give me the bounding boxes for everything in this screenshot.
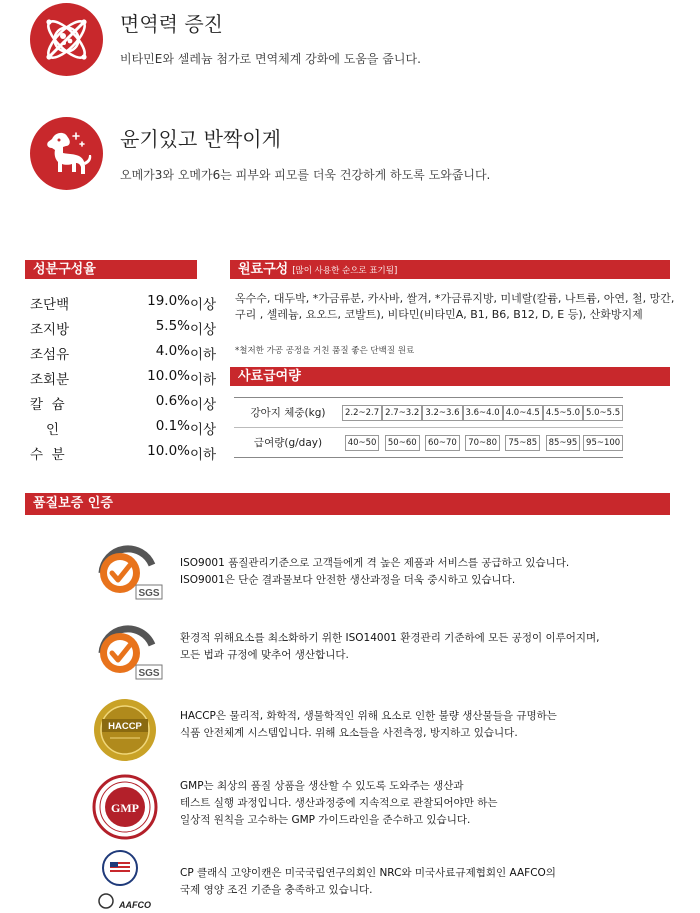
ingredients-header bbox=[230, 260, 670, 279]
cert-haccp bbox=[90, 693, 680, 773]
sgs-logo-text: SGS bbox=[138, 668, 160, 679]
nutrient-unit: 이하 bbox=[190, 447, 217, 463]
cert-description bbox=[180, 778, 498, 829]
weight-value: 3.2~3.6 bbox=[422, 405, 462, 421]
nrc-aafco-logo-icon bbox=[90, 848, 165, 913]
amount-value: 40~50 bbox=[345, 435, 380, 451]
cert-line: CP 클래식 고양이캔은 미국국립연구의회인 NRC와 미국사료규제협회인 AAFCO의 bbox=[180, 867, 556, 879]
amount-cell bbox=[503, 428, 543, 458]
nutrient-unit: 이상 bbox=[190, 297, 217, 313]
weight-value: 3.6~4.0 bbox=[463, 405, 503, 421]
dog-icon bbox=[30, 117, 103, 190]
feeding-table bbox=[234, 397, 623, 458]
iso14001-sgs-logo-icon bbox=[90, 615, 165, 690]
nutrient-unit: 이하 bbox=[190, 372, 217, 388]
virus-shield-icon bbox=[30, 3, 103, 76]
weight-cell bbox=[382, 398, 422, 428]
cert-iso14001 bbox=[90, 615, 680, 695]
amount-cell bbox=[583, 428, 623, 458]
nutrition-header bbox=[25, 260, 197, 279]
ingredients-header-sub: [많이 사용한 순으로 표기됨] bbox=[292, 266, 398, 276]
nutrition-row bbox=[30, 290, 217, 315]
feature-description: 비타민E와 셀레늄 첨가로 면역체계 강화에 도움을 줍니다. bbox=[120, 52, 421, 66]
sgs-logo-text: SGS bbox=[138, 588, 160, 599]
nutrient-value: 19.0% bbox=[147, 293, 190, 309]
amount-label: 급여량(g/day) bbox=[234, 428, 342, 458]
nutrition-row bbox=[30, 340, 217, 365]
amount-value: 50~60 bbox=[385, 435, 420, 451]
cert-line: 식품 안전체계 시스템입니다. 위해 요소들을 사전측정, 방지하고 있습니다. bbox=[180, 727, 518, 739]
gmp-seal-icon bbox=[90, 770, 165, 845]
nutrient-name: 인 bbox=[45, 422, 60, 438]
amount-value: 95~100 bbox=[583, 435, 623, 451]
weight-cell bbox=[463, 398, 503, 428]
cert-description bbox=[180, 555, 569, 589]
nutrient-value: 0.1% bbox=[155, 418, 190, 434]
weight-cell bbox=[543, 398, 583, 428]
nutrient-value: 4.0% bbox=[155, 343, 190, 359]
weight-value: 2.7~3.2 bbox=[382, 405, 422, 421]
cert-line: 일상적 원칙을 고수하는 GMP 가이드라인을 준수하고 있습니다. bbox=[180, 814, 471, 826]
weight-value: 2.2~2.7 bbox=[342, 405, 382, 421]
weight-cell bbox=[503, 398, 543, 428]
ingredients-list bbox=[235, 291, 675, 323]
amount-cell bbox=[422, 428, 462, 458]
ingredients-header-label: 원료구성 bbox=[238, 262, 289, 277]
ingredients-line: 옥수수, 대두박, *가금류분, 카사바, 쌀겨, *가금류지방, 미네랄(칼륨, 나트륨, 아연, 철, 망간, bbox=[235, 292, 675, 305]
cert-description bbox=[180, 630, 600, 664]
ingredients-note: *철저한 가공 공정을 거친 품질 좋은 단백질 원료 bbox=[235, 346, 415, 356]
amount-cell bbox=[463, 428, 503, 458]
nutrient-unit: 이하 bbox=[190, 347, 217, 363]
weight-value: 5.0~5.5 bbox=[583, 405, 623, 421]
cert-nrc-aafco bbox=[90, 848, 680, 913]
cert-gmp bbox=[90, 770, 680, 850]
cert-line: ISO9001 품질관리기준으로 고객들에게 격 높은 제품과 서비스를 공급하고 있습니다. bbox=[180, 557, 570, 569]
feeding-amount-row bbox=[234, 428, 623, 458]
cert-line: GMP는 최상의 품질 상품을 생산할 수 있도록 도와주는 생산과 bbox=[180, 780, 464, 792]
nutrient-name: 칼 슘 bbox=[30, 397, 65, 413]
cert-line: 테스트 실행 과정입니다. 생산과정중에 지속적으로 관찰되어야만 하는 bbox=[180, 797, 498, 809]
nutrition-row bbox=[30, 440, 217, 465]
feeding-weight-row bbox=[234, 398, 623, 428]
amount-value: 70~80 bbox=[465, 435, 500, 451]
amount-cell bbox=[382, 428, 422, 458]
nutrient-value: 5.5% bbox=[155, 318, 190, 334]
amount-value: 60~70 bbox=[425, 435, 460, 451]
weight-cell bbox=[342, 398, 382, 428]
nutrient-name: 수 분 bbox=[30, 447, 65, 463]
weight-value: 4.0~4.5 bbox=[503, 405, 543, 421]
nutrient-value: 10.0% bbox=[147, 368, 190, 384]
amount-value: 85~95 bbox=[546, 435, 581, 451]
quality-header bbox=[25, 493, 670, 515]
ingredients-line: 구리 , 셀레늄, 요오드, 코발트), 비타민(비타민A, B1, B6, B12, D, E 등), 산화방지제 bbox=[235, 308, 643, 321]
nutrient-value: 10.0% bbox=[147, 443, 190, 459]
feature-description: 오메가3와 오메가6는 피부와 피모를 더욱 건강하게 하도록 도와줍니다. bbox=[120, 168, 491, 182]
weight-label: 강아지 체중(kg) bbox=[250, 407, 326, 419]
amount-cell bbox=[543, 428, 583, 458]
weight-cell bbox=[583, 398, 623, 428]
feeding-header bbox=[230, 367, 670, 386]
nutrient-name: 조섬유 bbox=[30, 347, 70, 363]
nutrition-table bbox=[30, 290, 217, 465]
nutrition-row bbox=[30, 390, 217, 415]
nutrient-value: 0.6% bbox=[155, 393, 190, 409]
iso9001-sgs-logo-icon bbox=[90, 535, 165, 610]
amount-value: 75~85 bbox=[505, 435, 540, 451]
gmp-logo-text: GMP bbox=[111, 801, 139, 815]
feature-title: 면역력 증진 bbox=[120, 12, 223, 36]
haccp-logo-text: HACCP bbox=[108, 721, 142, 732]
nutrition-row bbox=[30, 365, 217, 390]
amount-cell bbox=[342, 428, 382, 458]
feature-title: 윤기있고 반짝이게 bbox=[120, 127, 281, 151]
weight-value: 4.5~5.0 bbox=[543, 405, 583, 421]
cert-line: 모든 법과 규정에 맞추어 생산합니다. bbox=[180, 649, 349, 661]
aafco-logo-text: AAFCO bbox=[119, 900, 151, 910]
nutrient-unit: 이상 bbox=[190, 322, 217, 338]
weight-cell bbox=[422, 398, 462, 428]
nutrient-unit: 이상 bbox=[190, 422, 217, 438]
cert-description bbox=[180, 708, 557, 742]
cert-description bbox=[180, 865, 556, 899]
nutrient-unit: 이상 bbox=[190, 397, 217, 413]
cert-line: HACCP은 물리적, 화학적, 생물학적인 위해 요소로 인한 불량 생산물들을 규명하는 bbox=[180, 710, 557, 722]
feeding-header-label: 사료급여량 bbox=[238, 369, 301, 384]
nutrient-name: 조회분 bbox=[30, 372, 70, 388]
nutrition-row bbox=[30, 315, 217, 340]
cert-iso9001 bbox=[90, 535, 680, 615]
nutrition-header-label: 성분구성율 bbox=[33, 262, 96, 277]
nutrient-name: 조지방 bbox=[30, 322, 70, 338]
cert-line: 환경적 위해요소를 최소화하기 위한 ISO14001 환경관리 기준하에 모든 공정이 이루어지며, bbox=[180, 632, 600, 644]
cert-line: 국제 영양 조건 기준을 충족하고 있습니다. bbox=[180, 884, 373, 896]
haccp-seal-icon bbox=[90, 693, 165, 768]
quality-header-label: 품질보증 인증 bbox=[33, 496, 113, 511]
cert-line: ISO9001은 단순 결과물보다 안전한 생산과정을 더욱 중시하고 있습니다. bbox=[180, 574, 516, 586]
nutrient-name: 조단백 bbox=[30, 297, 70, 313]
nutrition-row bbox=[30, 415, 217, 440]
